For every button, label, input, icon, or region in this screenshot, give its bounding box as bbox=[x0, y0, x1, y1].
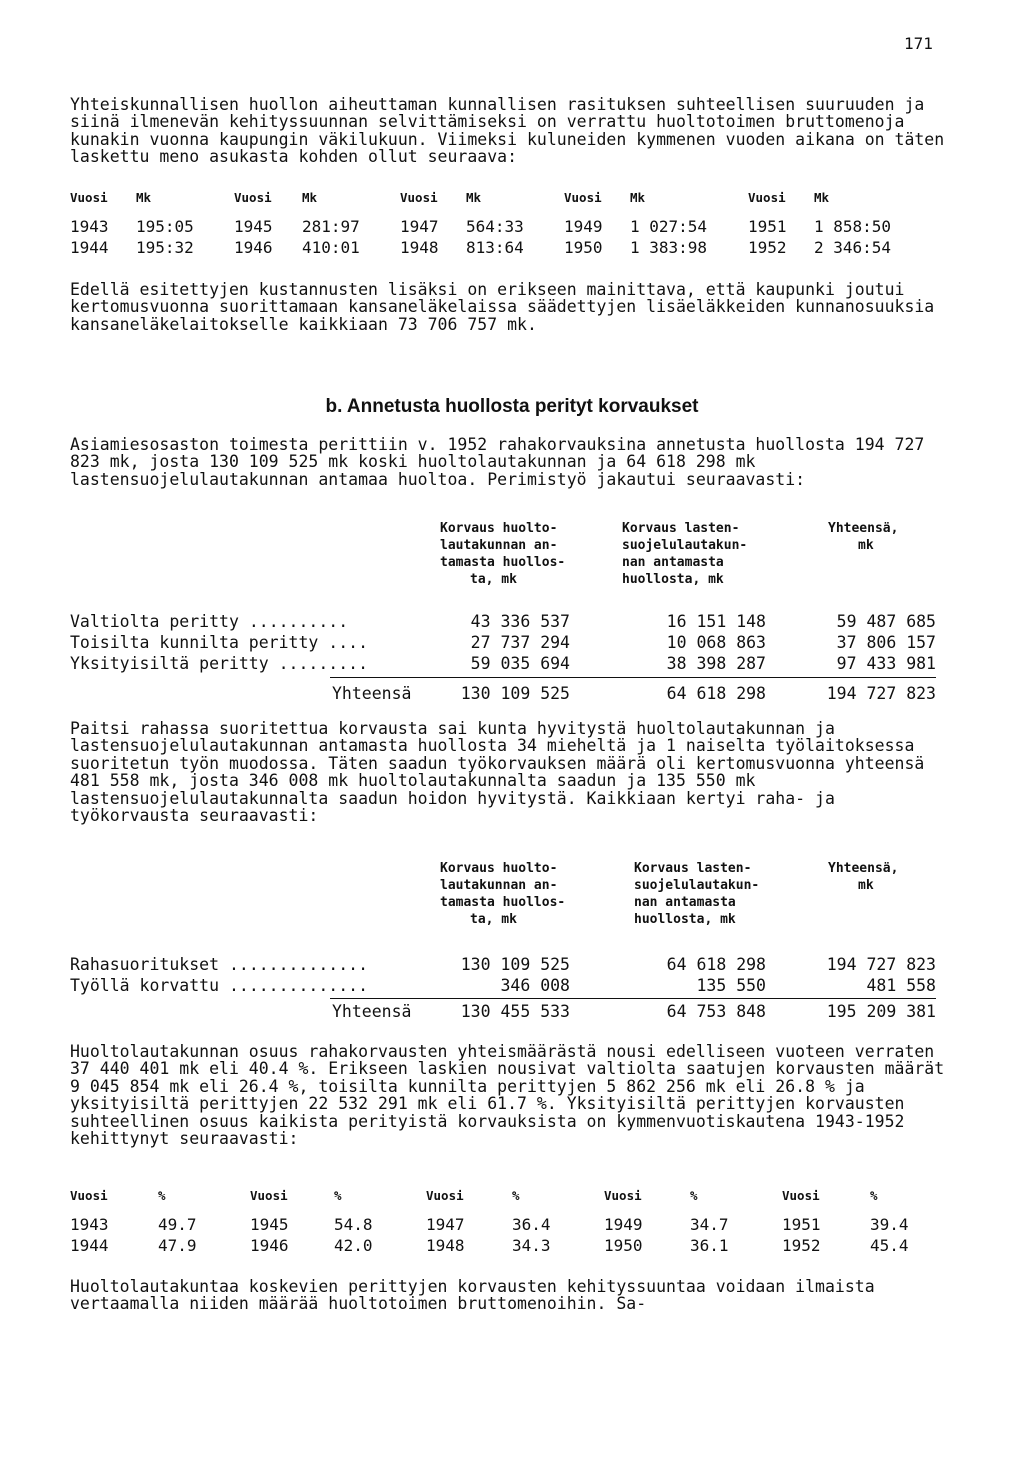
total-lasten: 64 618 298 bbox=[666, 684, 766, 703]
header-line: ta, mk bbox=[470, 572, 517, 587]
pct-table-row bbox=[70, 1235, 930, 1256]
pct-cell: 1947 bbox=[426, 1215, 465, 1234]
cost-cell: 1948 bbox=[400, 238, 439, 257]
leader-dots: .......... bbox=[238, 612, 349, 631]
total-huolto: 130 109 525 bbox=[460, 684, 570, 703]
pct-header-cell: Vuosi bbox=[604, 1188, 642, 1203]
pct-cell: 54.8 bbox=[334, 1215, 373, 1234]
cost-cell: 1 858:50 bbox=[814, 217, 892, 236]
value-total: 37 806 157 bbox=[836, 633, 936, 652]
cost-cell: 1943 bbox=[70, 217, 109, 236]
leader-dots: .... bbox=[318, 633, 369, 652]
cost-cell: 813:64 bbox=[466, 238, 524, 257]
pct-cell: 1943 bbox=[70, 1215, 109, 1234]
value-lasten: 135 550 bbox=[696, 976, 766, 995]
private-share-table bbox=[70, 1188, 930, 1256]
table2-total-row bbox=[70, 1002, 950, 1023]
cost-cell: 1947 bbox=[400, 217, 439, 236]
cost-header-cell: Vuosi bbox=[748, 190, 786, 205]
pct-header-cell: % bbox=[870, 1188, 878, 1203]
cost-cell: 1 383:98 bbox=[630, 238, 708, 257]
table1-row bbox=[70, 654, 950, 675]
table1-total-row bbox=[70, 684, 950, 705]
pct-header-cell: Vuosi bbox=[250, 1188, 288, 1203]
cost-header-cell: Vuosi bbox=[400, 190, 438, 205]
row-label bbox=[70, 955, 368, 974]
leader-dots: ......... bbox=[268, 654, 369, 673]
table2-header-total bbox=[828, 860, 898, 894]
cost-header-cell: Vuosi bbox=[564, 190, 602, 205]
header-line: ta, mk bbox=[470, 912, 517, 927]
pct-header-cell: Vuosi bbox=[782, 1188, 820, 1203]
value-lasten: 10 068 863 bbox=[666, 633, 766, 652]
pct-table-header bbox=[70, 1188, 930, 1214]
value-huolto: 346 008 bbox=[500, 976, 570, 995]
value-lasten: 38 398 287 bbox=[666, 654, 766, 673]
table2-header-lasten bbox=[634, 860, 759, 928]
pct-header-cell: % bbox=[158, 1188, 166, 1203]
header-line: tamasta huollos- bbox=[440, 895, 566, 910]
header-line: huollosta, mk bbox=[622, 572, 724, 587]
recovery-intro-paragraph: Asiamiesosaston toimesta perittiin v. 1952 rahakorvauksina annetusta huollosta 194 727 823 mk, josta 130 109 525 mk koski huoltolautakunnan ja 64 618 298 mk lastensuojelulautakunnan antamaa huoltoa. Perimistyö jakautui seuraavasti: bbox=[70, 435, 925, 489]
header-line: lautakunnan an- bbox=[440, 878, 558, 893]
cost-header-cell: Vuosi bbox=[234, 190, 272, 205]
table2-row bbox=[70, 976, 950, 997]
cost-cell: 1949 bbox=[564, 217, 603, 236]
pct-cell: 47.9 bbox=[158, 1236, 197, 1255]
pct-cell: 1948 bbox=[426, 1236, 465, 1255]
cost-header-cell: Vuosi bbox=[70, 190, 108, 205]
cost-header-cell: Mk bbox=[466, 190, 482, 205]
table1-header-total bbox=[828, 520, 898, 554]
row-label bbox=[70, 976, 368, 995]
pct-cell: 39.4 bbox=[870, 1215, 909, 1234]
value-huolto: 59 035 694 bbox=[470, 654, 570, 673]
pct-cell: 42.0 bbox=[334, 1236, 373, 1255]
pct-cell: 1949 bbox=[604, 1215, 643, 1234]
row-label-text: Työllä korvattu bbox=[70, 976, 220, 995]
row-label-text: Rahasuoritukset bbox=[70, 955, 220, 974]
row-label-text: Yksityisiltä peritty bbox=[70, 654, 269, 673]
value-huolto: 27 737 294 bbox=[470, 633, 570, 652]
row-label bbox=[70, 633, 368, 652]
cost-cell: 195:32 bbox=[136, 238, 194, 257]
table1-row bbox=[70, 633, 950, 654]
total-total: 195 209 381 bbox=[826, 1002, 936, 1021]
leader-dots: .............. bbox=[219, 955, 369, 974]
cost-table-row bbox=[70, 237, 918, 258]
pct-cell: 1945 bbox=[250, 1215, 289, 1234]
cost-table-header bbox=[70, 190, 918, 216]
table2-row bbox=[70, 955, 950, 976]
table1-total-rule bbox=[330, 677, 936, 678]
value-huolto: 130 109 525 bbox=[460, 955, 570, 974]
total-label: Yhteensä bbox=[332, 684, 412, 703]
header-line: mk bbox=[858, 878, 874, 893]
pct-cell: 1952 bbox=[782, 1236, 821, 1255]
cost-header-cell: Mk bbox=[302, 190, 318, 205]
cost-cell: 564:33 bbox=[466, 217, 524, 236]
total-label: Yhteensä bbox=[332, 1002, 412, 1021]
pct-header-cell: % bbox=[690, 1188, 698, 1203]
value-total: 59 487 685 bbox=[836, 612, 936, 631]
additional-costs-paragraph: Edellä esitettyjen kustannusten lisäksi on erikseen mainittava, että kaupunki joutui kertomusvuonna suorittamaan kansaneläkelaissa säädettyjen lisäeläkkeiden kunnanosuuksia kansaneläkelaitokselle kaikkiaan 73 706 757 mk. bbox=[70, 280, 935, 334]
value-total: 97 433 981 bbox=[836, 654, 936, 673]
header-line: suojelulautakun- bbox=[622, 538, 748, 553]
pct-cell: 34.7 bbox=[690, 1215, 729, 1234]
pct-cell: 34.3 bbox=[512, 1236, 551, 1255]
cost-cell: 1951 bbox=[748, 217, 787, 236]
cost-cell: 1944 bbox=[70, 238, 109, 257]
header-line: suojelulautakun- bbox=[634, 878, 760, 893]
pct-cell: 45.4 bbox=[870, 1236, 909, 1255]
header-line: tamasta huollos- bbox=[440, 555, 566, 570]
row-label-text: Valtiolta peritty bbox=[70, 612, 239, 631]
header-line: nan antamasta bbox=[634, 895, 736, 910]
total-lasten: 64 753 848 bbox=[666, 1002, 766, 1021]
pct-table-row bbox=[70, 1214, 930, 1235]
value-total: 481 558 bbox=[866, 976, 936, 995]
table2-total-rule bbox=[330, 998, 936, 999]
closing-paragraph: Huoltolautakuntaa koskevien perittyjen korvausten kehityssuuntaa voidaan ilmaista vertaamalla niiden määrää huoltotoimen bruttomenoihin. Sa- bbox=[70, 1277, 875, 1314]
table1-row bbox=[70, 612, 950, 633]
cost-cell: 1945 bbox=[234, 217, 273, 236]
work-compensation-paragraph: Paitsi rahassa suoritettua korvausta sai kunta hyvitystä huoltolautakunnan ja lastensuojelulautakunnan antamasta huollosta 34 mieheltä ja 1 naiselta työlaitoksessa suoritetun työn muodossa. Täten saadun työkorvauksen määrä oli kertomusvuonna yhteensä 481 558 mk, josta 346 008 mk huoltolautakunnalta saadun ja 135 550 mk lastensuojelulautakunnalta saadun hoidon hyvitystä. Kaikkiaan kertyi raha- ja työkorvausta seuraavasti: bbox=[70, 719, 925, 826]
cost-cell: 2 346:54 bbox=[814, 238, 892, 257]
cost-header-cell: Mk bbox=[630, 190, 646, 205]
header-line: huollosta, mk bbox=[634, 912, 736, 927]
pct-cell: 1944 bbox=[70, 1236, 109, 1255]
cost-header-cell: Mk bbox=[814, 190, 830, 205]
table2-header-huolto bbox=[440, 860, 565, 928]
row-label bbox=[70, 654, 368, 673]
cost-cell: 1950 bbox=[564, 238, 603, 257]
cost-cell: 1 027:54 bbox=[630, 217, 708, 236]
row-label bbox=[70, 612, 348, 631]
pct-cell: 1946 bbox=[250, 1236, 289, 1255]
row-label-text: Toisilta kunnilta peritty bbox=[70, 633, 319, 652]
value-lasten: 64 618 298 bbox=[666, 955, 766, 974]
cost-cell: 1946 bbox=[234, 238, 273, 257]
pct-cell: 36.4 bbox=[512, 1215, 551, 1234]
header-line: Yhteensä, bbox=[828, 861, 899, 876]
page-number: 171 bbox=[904, 34, 933, 53]
cost-header-cell: Mk bbox=[136, 190, 152, 205]
pct-cell: 49.7 bbox=[158, 1215, 197, 1234]
pct-cell: 1950 bbox=[604, 1236, 643, 1255]
pct-header-cell: % bbox=[334, 1188, 342, 1203]
cost-per-capita-table bbox=[70, 190, 918, 258]
cost-cell: 195:05 bbox=[136, 217, 194, 236]
header-line: mk bbox=[858, 538, 874, 553]
share-development-paragraph: Huoltolautakunnan osuus rahakorvausten yhteismäärästä nousi edelliseen vuoteen verraten 37 440 401 mk eli 40.4 %. Erikseen laskien nousivat valtiolta saatujen korvausten määrät 9 045 854 mk eli 26.4 %, toisilta kunnilta perittyjen 5 862 256 mk eli 26.8 % ja yksityisiltä perittyjen 22 532 291 mk eli 61.7 %. Yksityisiltä perittyjen korvausten suhteellinen osuus kaikista perityistä korvauksista on kymmenvuotiskautena 1943-1952 kehittynyt seuraavasti: bbox=[70, 1042, 945, 1149]
cost-table-row bbox=[70, 216, 918, 237]
header-line: Korvaus huolto- bbox=[440, 521, 558, 536]
value-huolto: 43 336 537 bbox=[470, 612, 570, 631]
header-line: Yhteensä, bbox=[828, 521, 899, 536]
cost-cell: 281:97 bbox=[302, 217, 360, 236]
table1-header-huolto bbox=[440, 520, 565, 588]
cost-cell: 1952 bbox=[748, 238, 787, 257]
table1-header-lasten bbox=[622, 520, 747, 588]
header-line: Korvaus lasten- bbox=[634, 861, 752, 876]
total-total: 194 727 823 bbox=[826, 684, 936, 703]
pct-cell: 1951 bbox=[782, 1215, 821, 1234]
pct-header-cell: % bbox=[512, 1188, 520, 1203]
header-line: nan antamasta bbox=[622, 555, 724, 570]
intro-paragraph: Yhteiskunnallisen huollon aiheuttaman kunnallisen rasituksen suhteellisen suuruuden ja siinä ilmenevän kehityssuunnan selvittämiseksi on verrattu huoltotoimen bruttomenoja kunakin vuonna kaupungin väkilukuun. Viimeksi kuluneiden kymmenen vuoden aikana on täten laskettu meno asukasta kohden ollut seuraava: bbox=[70, 95, 945, 167]
leader-dots: .............. bbox=[219, 976, 369, 995]
header-line: Korvaus lasten- bbox=[622, 521, 740, 536]
pct-cell: 36.1 bbox=[690, 1236, 729, 1255]
value-total: 194 727 823 bbox=[826, 955, 936, 974]
total-huolto: 130 455 533 bbox=[460, 1002, 570, 1021]
pct-header-cell: Vuosi bbox=[426, 1188, 464, 1203]
header-line: Korvaus huolto- bbox=[440, 861, 558, 876]
section-heading: b. Annetusta huollosta perityt korvaukset bbox=[325, 396, 699, 417]
value-lasten: 16 151 148 bbox=[666, 612, 766, 631]
pct-header-cell: Vuosi bbox=[70, 1188, 108, 1203]
cost-cell: 410:01 bbox=[302, 238, 360, 257]
header-line: lautakunnan an- bbox=[440, 538, 558, 553]
